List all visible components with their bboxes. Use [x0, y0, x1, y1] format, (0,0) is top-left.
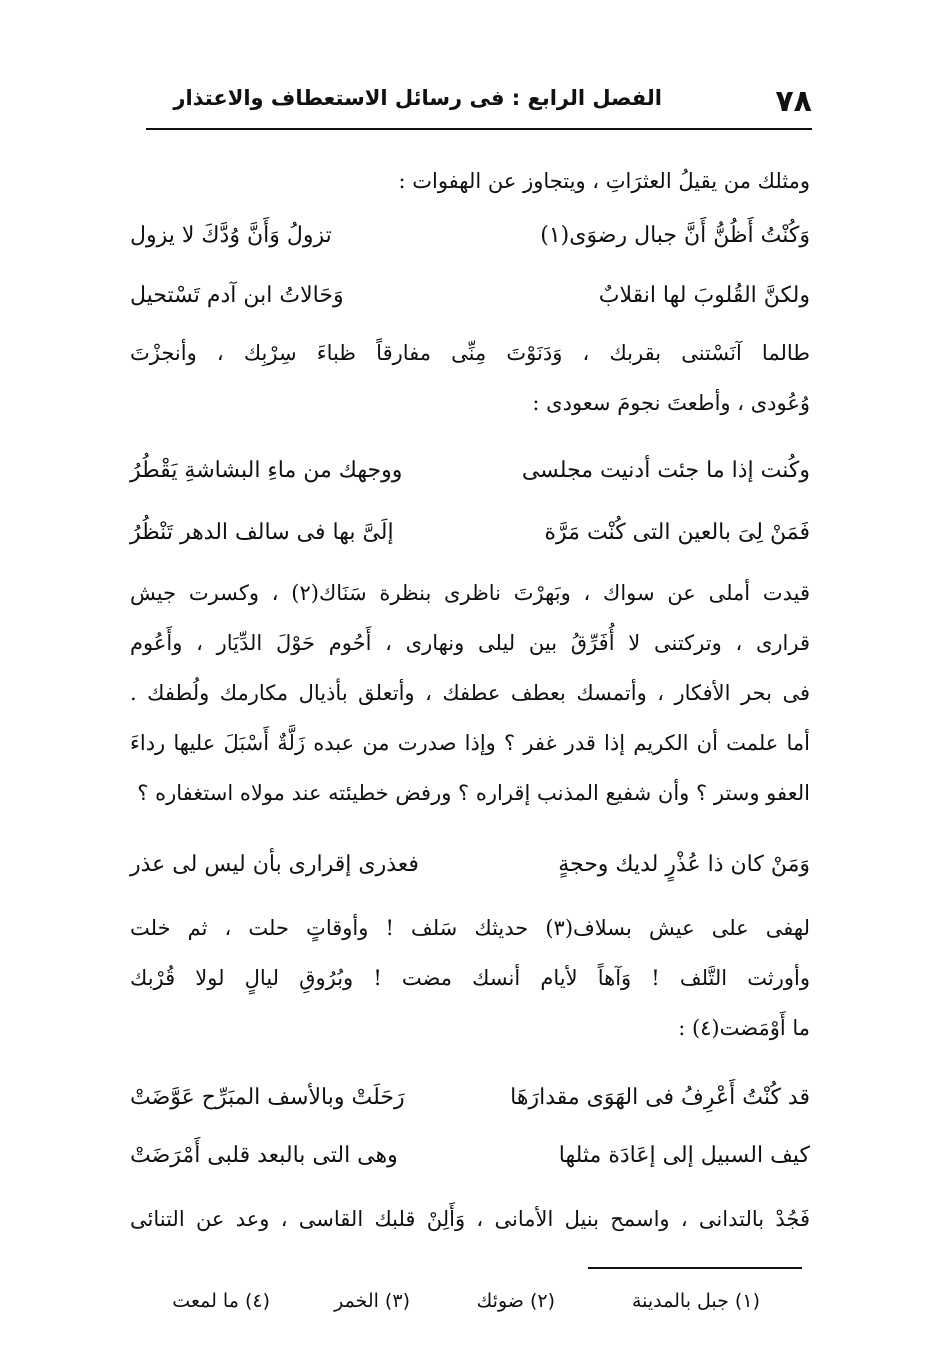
page-number: ٧٨	[775, 84, 812, 119]
verse-first-hemistich: وَمَنْ كان ذا عُذْرٍ لديك وحجةٍ	[558, 852, 810, 877]
verse-first-hemistich: وَكُنْتُ أَظُنُّ أَنَّ جبال رضوَى(١)	[540, 223, 810, 248]
verse-first-hemistich: فَمَنْ لِىَ بالعين التى كُنْت مَرَّة	[544, 520, 810, 545]
text-line: ومثلك من يقيلُ العثرَاتِ ، ويتجاوز عن الهفوات :	[398, 169, 810, 193]
footnote: (١) جبل بالمدينة	[631, 1290, 760, 1312]
running-head	[146, 84, 812, 130]
text-line: وأورثت التَّلف ! وَآهاً لأيام أنسك مضت ! وبُرُوقِ ليالٍ لولا قُرْبك	[130, 966, 810, 990]
verse-second-hemistich: تزولُ وَأَنَّ وُدَّكَ لا يزول	[130, 223, 332, 248]
verse-line	[130, 508, 810, 558]
verse-second-hemistich: وَحَالاتُ ابن آدم تَسْتحيل	[130, 283, 344, 308]
verse-line	[130, 271, 810, 321]
text-line: فَجُدْ بالتدانى ، واسمح بنيل الأمانى ، وَأَلِنْ قلبك القاسى ، وعد عن التنائى	[130, 1207, 810, 1231]
footnote: (٢) ضوئك	[476, 1290, 555, 1312]
verse-first-hemistich: قد كُنْتُ أَعْرِفُ فى الهَوَى مقدارَهَا	[510, 1085, 810, 1110]
chapter-title: الفصل الرابع : فى رسائل الاستعطاف والاعتذار	[173, 86, 662, 110]
paragraph	[130, 328, 810, 428]
text-line: قيدت أملى عن سواك ، وبَهرْتَ ناظرى بنظرة سَنَاك(٢) ، وكسرت جيش	[130, 581, 810, 605]
paragraph	[130, 568, 810, 818]
text-line: فى بحر الأفكار ، وأتمسك بعطف عطفك ، وأتعلق بأذيال مكارمك ولُطفك .	[130, 681, 810, 705]
verse-second-hemistich: ووجهك من ماءِ البشاشةِ يَقْطُرُ	[130, 458, 403, 483]
footnote-divider	[588, 1267, 802, 1269]
verse-line	[130, 840, 810, 890]
verse-second-hemistich: إلَىَّ بها فى سالف الدهر تَنْظُرُ	[130, 520, 394, 545]
text-line: لهفى على عيش بسلاف(٣) حديثك سَلف ! وأوقاتٍ حلت ، ثم خلت	[130, 916, 810, 940]
verse-line	[130, 211, 810, 261]
verse-line	[130, 1073, 810, 1123]
footnote: (٣) الخمر	[334, 1290, 410, 1312]
text-line: ما أَوْمَضت(٤) :	[678, 1016, 810, 1040]
verse-second-hemistich: فعذرى إقرارى بأن ليس لى عذر	[130, 852, 419, 877]
verse-second-hemistich: وهى التى بالبعد قلبى أَمْرَضَتْ	[130, 1143, 398, 1168]
paragraph	[130, 903, 810, 1053]
text-line: وُعُودى ، وأطعتَ نجومَ سعودى :	[532, 391, 810, 415]
text-line: طالما آنَسْتنى بقربك ، وَدَنَوْتَ مِنِّى مفارقاً ظباءَ سِرْبِك ، وأنجزْتَ	[130, 341, 810, 365]
verse-first-hemistich: وكُنت إذا ما جئت أدنيت مجلسى	[521, 458, 810, 483]
verse-first-hemistich: ولكنَّ القُلوبَ لها انقلابٌ	[598, 283, 810, 308]
text-line: أما علمت أن الكريم إذا قدر غفر ؟ وإذا صدرت من عبده زَلَّةٌ أَسْبَلَ عليها رداءَ	[130, 731, 810, 755]
text-line: قرارى ، وتركتنى لا أُفَرِّقُ بين ليلى ونهارى ، أَحُوم حَوْلَ الدِّيَار ، وأَعُوم	[130, 631, 810, 655]
paragraph-intro	[130, 156, 810, 206]
text-line: العفو وستر ؟ وأن شفيع المذنب إقراره ؟ ورفض خطيئته عند مولاه استغفاره ؟	[137, 781, 810, 805]
verse-line	[130, 446, 810, 496]
footnotes	[160, 1283, 760, 1323]
paragraph	[130, 1194, 810, 1244]
verse-line	[130, 1131, 810, 1181]
footnote: (٤) ما لمعت	[172, 1290, 270, 1312]
verse-second-hemistich: رَحَلَتْ وبالأسف المبَرِّح عَوَّضَتْ	[130, 1085, 405, 1110]
verse-first-hemistich: كيف السبيل إلى إعَادَة مثلها	[558, 1143, 810, 1168]
